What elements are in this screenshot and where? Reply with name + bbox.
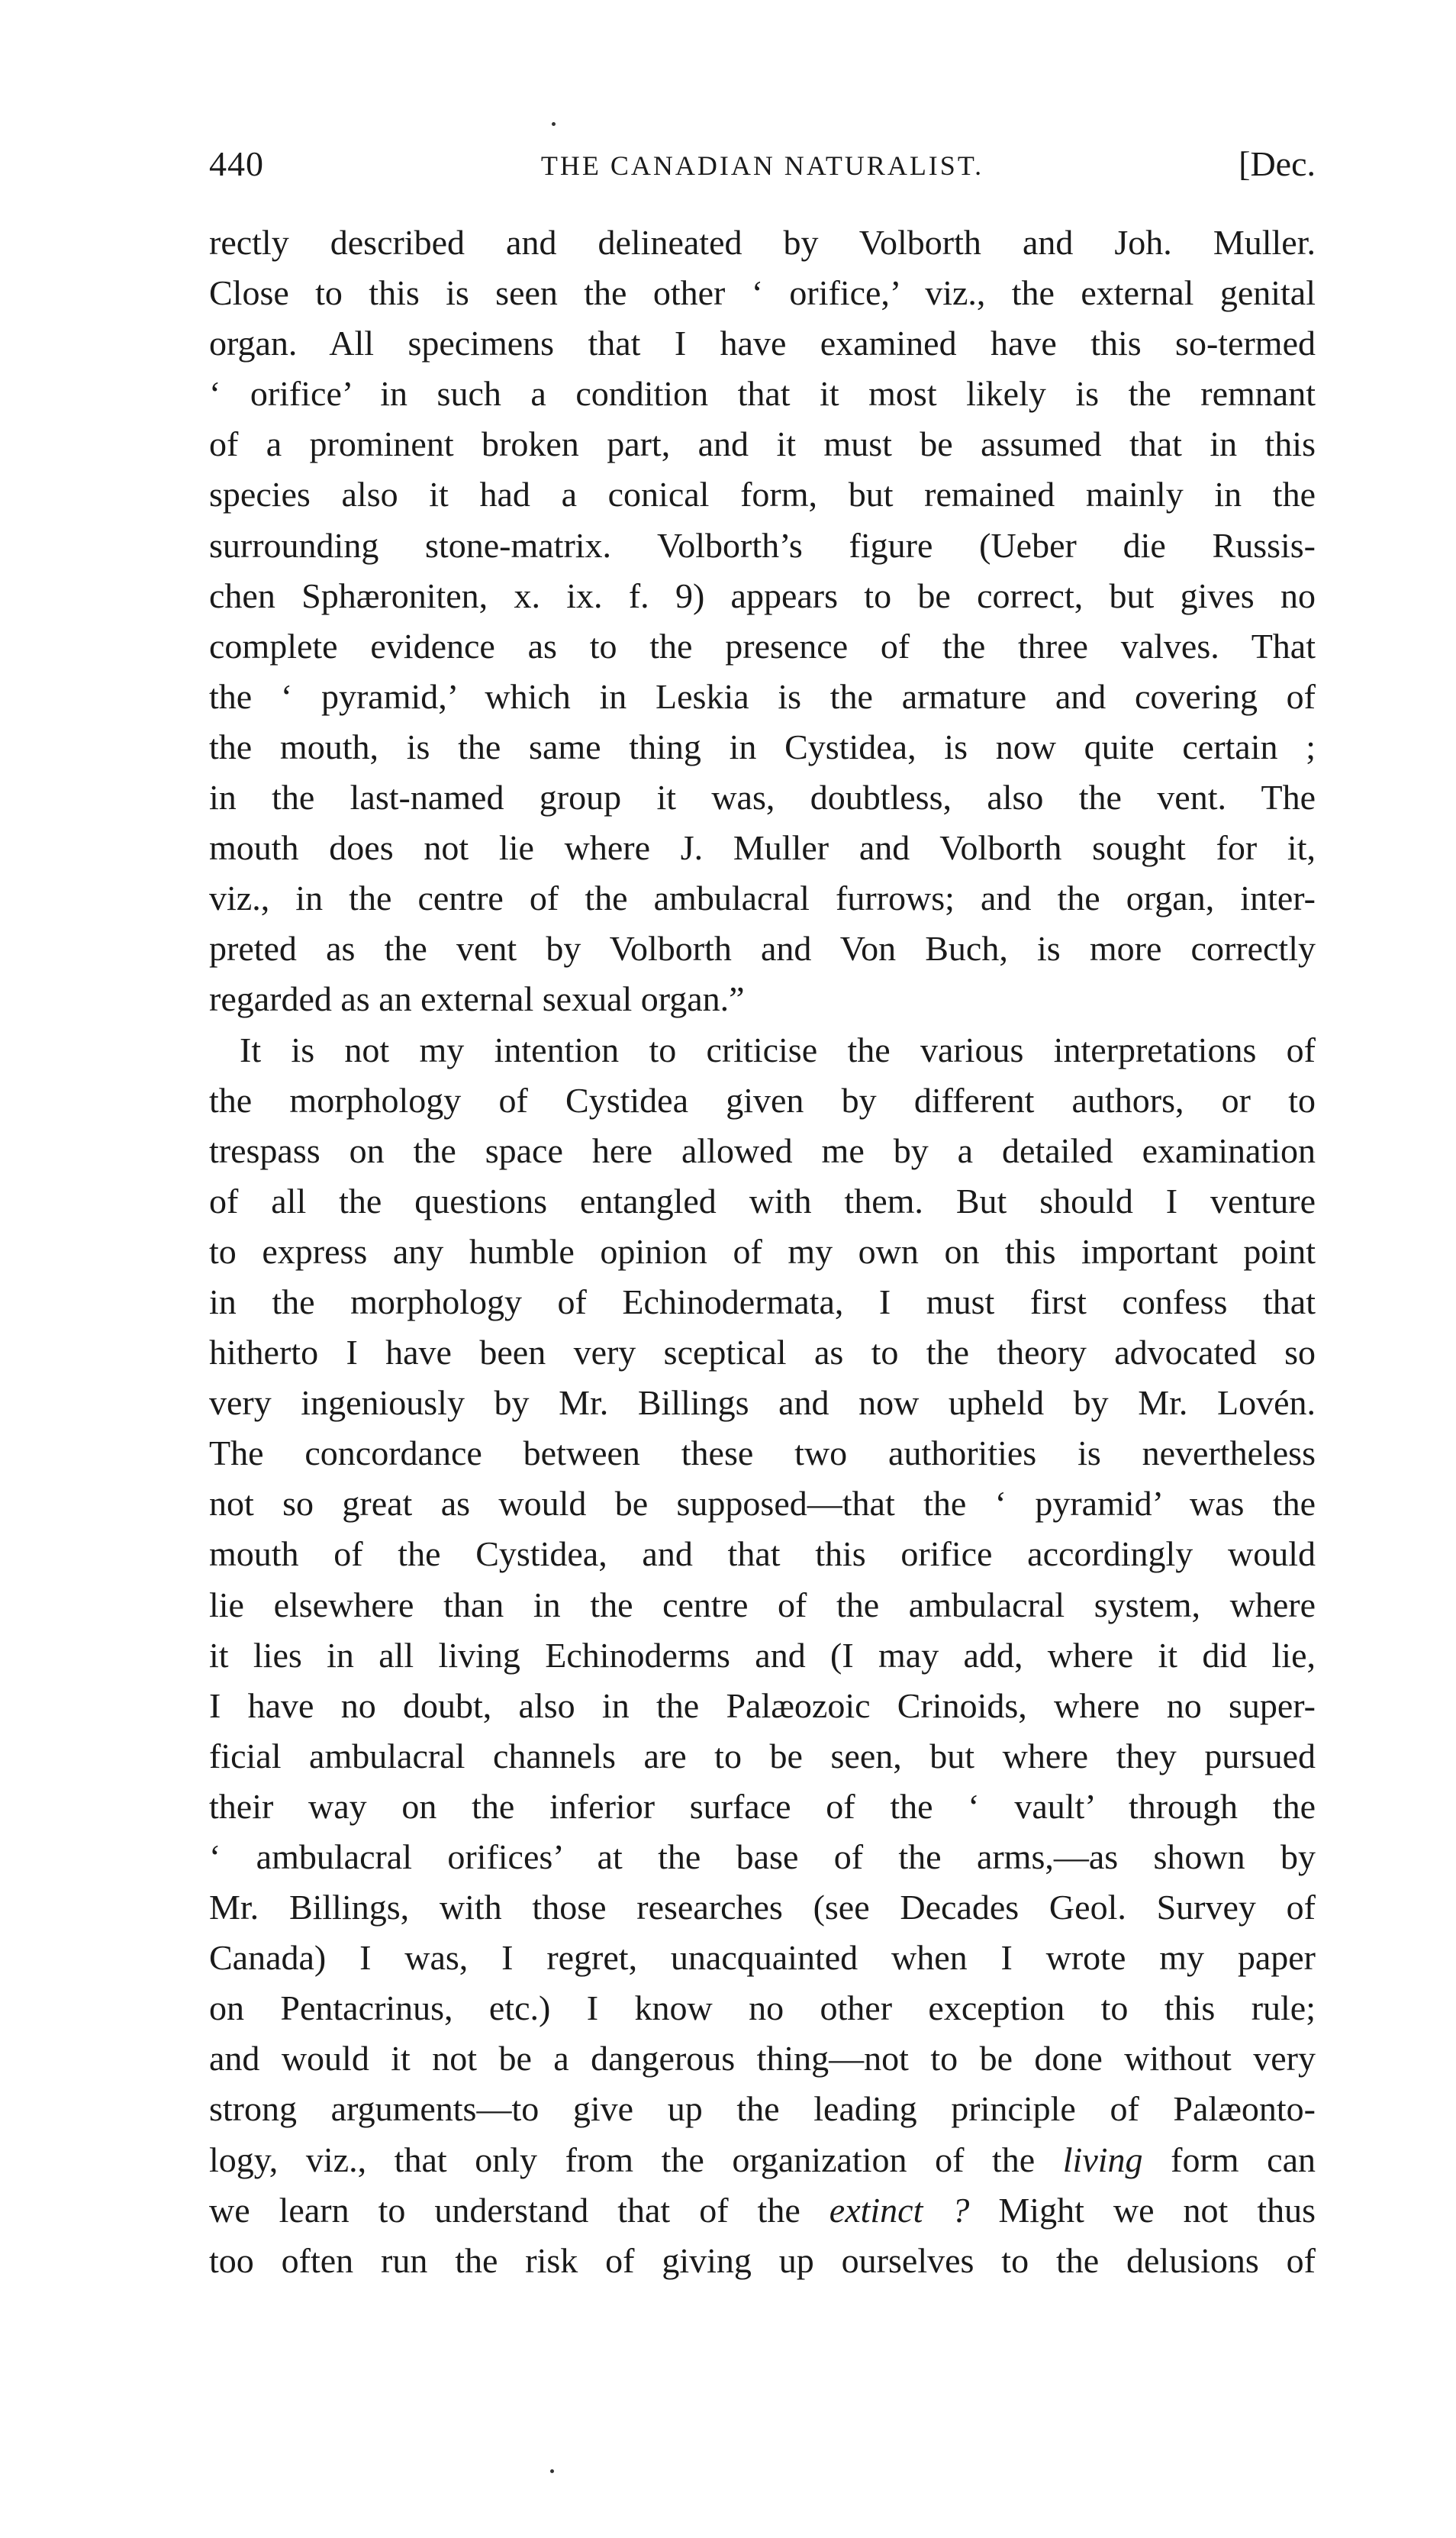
text-line: The concordance between these two authorities is nevertheless bbox=[209, 1433, 1316, 1473]
text-line: their way on the inferior surface of the ‘ vault’ through the bbox=[209, 1786, 1316, 1826]
running-header bbox=[209, 144, 1316, 197]
text-line: to express any humble opinion of my own on this important point bbox=[209, 1231, 1316, 1271]
text-line: species also it had a conical form, but remained mainly in the bbox=[209, 475, 1316, 514]
text-line: and would it not be a dangerous thing—not to be done without very bbox=[209, 2039, 1316, 2078]
text-line: the morphology of Cystidea given by different authors, or to bbox=[209, 1080, 1316, 1120]
text-line: it lies in all living Echinoderms and (I may add, where it did lie, bbox=[209, 1635, 1316, 1675]
text-line: chen Sphæroniten, x. ix. f. 9) appears to be correct, but gives no bbox=[209, 576, 1316, 615]
text-line: ‘ orifice’ in such a condition that it most likely is the remnant bbox=[209, 374, 1316, 414]
text-line: very ingeniously by Mr. Billings and now upheld by Mr. Lovén. bbox=[209, 1383, 1316, 1423]
text-line: preted as the vent by Volborth and Von Buch, is more correctly bbox=[209, 929, 1316, 969]
text-line: Close to this is seen the other ‘ orifice,’ viz., the external genital bbox=[209, 273, 1316, 313]
text-line: I have no doubt, also in the Palæozoic Crinoids, where no super- bbox=[209, 1685, 1316, 1725]
page-number: 440 bbox=[209, 144, 264, 183]
text-line: mouth does not lie where J. Muller and Volborth sought for it, bbox=[209, 828, 1316, 868]
text-line-segment: we learn to understand that of the bbox=[209, 2190, 829, 2230]
text-line: the mouth, is the same thing in Cystidea, is now quite certain ; bbox=[209, 727, 1316, 766]
text-line: mouth of the Cystidea, and that this orifice accordingly would bbox=[209, 1534, 1316, 1574]
text-line: trespass on the space here allowed me by a detailed examination bbox=[209, 1130, 1316, 1170]
text-line: complete evidence as to the presence of the three valves. That bbox=[209, 626, 1316, 666]
text-line: hitherto I have been very sceptical as to the theory advocated so bbox=[209, 1333, 1316, 1372]
page-mark-top bbox=[552, 122, 556, 126]
text-line: Canada) I was, I regret, unacquainted when I wrote my paper bbox=[209, 1938, 1316, 1978]
text-line: lie elsewhere than in the centre of the ambulacral system, where bbox=[209, 1585, 1316, 1624]
text-line: strong arguments—to give up the leading principle of Palæonto- bbox=[209, 2089, 1316, 2129]
italic-word-extinct: extinct ? bbox=[829, 2190, 970, 2230]
text-line: of a prominent broken part, and it must be assumed that in this bbox=[209, 424, 1316, 464]
running-date: [Dec. bbox=[1239, 144, 1316, 183]
text-line: ‘ ambulacral orifices’ at the base of the arms,—as shown by bbox=[209, 1837, 1316, 1876]
text-line bbox=[209, 2185, 1316, 2236]
page-mark-bottom bbox=[550, 2469, 554, 2473]
page-body bbox=[209, 218, 1316, 2286]
text-line: Mr. Billings, with those researches (see Decades Geol. Survey of bbox=[209, 1888, 1316, 1927]
text-line-segment: Might we not thus bbox=[969, 2190, 1316, 2230]
text-line-segment: logy, viz., that only from the organization of the bbox=[209, 2140, 1063, 2179]
text-line: regarded as an external sexual organ.” bbox=[209, 979, 745, 1019]
text-line: rectly described and delineated by Volborth and Joh. Muller. bbox=[209, 223, 1316, 262]
italic-word-living: living bbox=[1062, 2140, 1143, 2179]
text-line bbox=[209, 2135, 1316, 2185]
running-title: THE CANADIAN NATURALIST. bbox=[540, 150, 984, 181]
text-line: viz., in the centre of the ambulacral furrows; and the organ, inter- bbox=[209, 879, 1316, 918]
text-line: of all the questions entangled with them. But should I venture bbox=[209, 1181, 1316, 1221]
text-line: too often run the risk of giving up ourselves to the delusions of bbox=[209, 2240, 1316, 2280]
text-line: organ. All specimens that I have examined have this so-termed bbox=[209, 324, 1316, 363]
text-line: ficial ambulacral channels are to be seen, but where they pursued bbox=[209, 1736, 1316, 1775]
text-line: It is not my intention to criticise the various interpretations of bbox=[240, 1030, 1316, 1069]
text-line: on Pentacrinus, etc.) I know no other exception to this rule; bbox=[209, 1988, 1316, 2028]
text-line: in the morphology of Echinodermata, I must first confess that bbox=[209, 1282, 1316, 1321]
text-line-segment: form can bbox=[1142, 2140, 1316, 2179]
text-line: surrounding stone-matrix. Volborth’s figure (Ueber die Russis- bbox=[209, 525, 1316, 565]
text-line: in the last-named group it was, doubtless, also the vent. The bbox=[209, 778, 1316, 818]
text-line: not so great as would be supposed—that the ‘ pyramid’ was the bbox=[209, 1484, 1316, 1524]
text-line: the ‘ pyramid,’ which in Leskia is the armature and covering of bbox=[209, 676, 1316, 716]
